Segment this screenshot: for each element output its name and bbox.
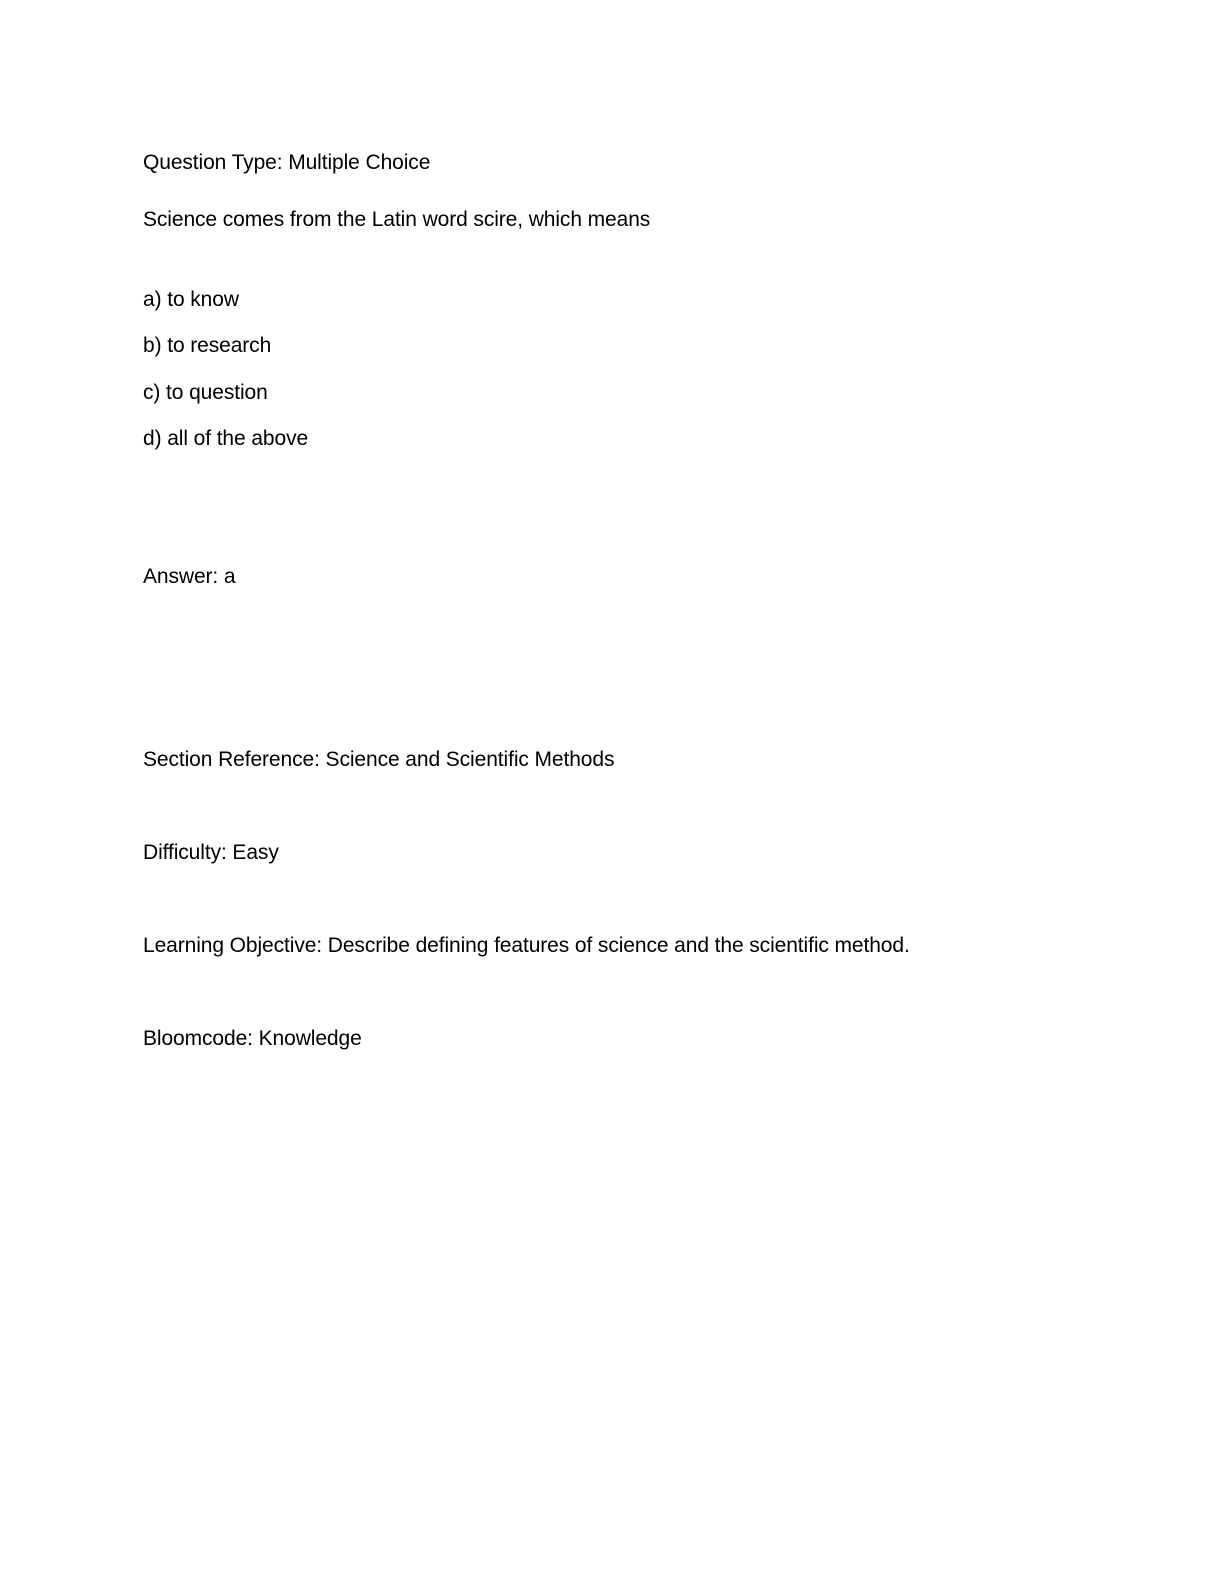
option-b: b) to research	[143, 334, 272, 357]
learning-objective: Learning Objective: Describe defining features of science and the scientific method.	[143, 934, 910, 957]
option-d: d) all of the above	[143, 427, 309, 450]
answer: Answer: a	[143, 565, 236, 588]
question-text: Science comes from the Latin word scire, which means	[143, 208, 651, 231]
question-type: Question Type: Multiple Choice	[143, 151, 431, 174]
bloomcode: Bloomcode: Knowledge	[143, 1027, 362, 1050]
section-reference: Section Reference: Science and Scientific Methods	[143, 748, 615, 771]
option-a: a) to know	[143, 288, 239, 311]
option-c: c) to question	[143, 381, 268, 404]
difficulty: Difficulty: Easy	[143, 841, 279, 864]
